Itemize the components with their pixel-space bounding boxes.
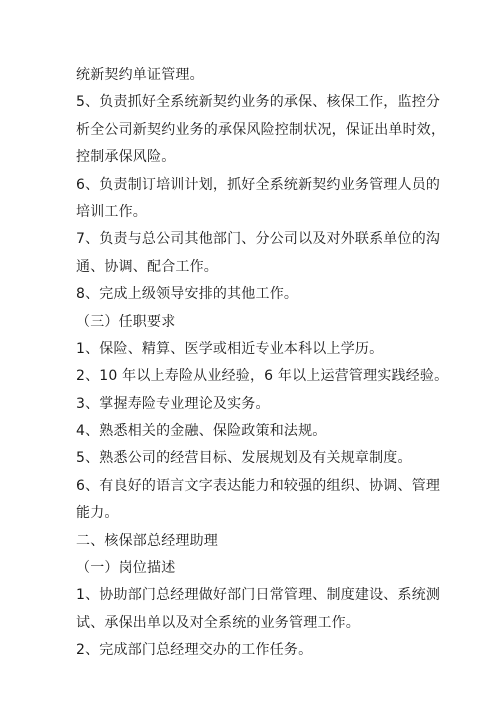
section-heading: （一）岗位描述: [76, 560, 176, 577]
text-line: 通、协调、配合工作。: [76, 258, 218, 275]
text-line: 析全公司新契约业务的承保风险控制状况，保证出单时效，: [76, 121, 446, 138]
text-line: 统新契约单证管理。: [76, 67, 204, 83]
text-line: 1、保险、精算、医学或相近专业本科以上学历。: [76, 340, 384, 357]
chapter-heading: 二、核保部总经理助理: [76, 532, 218, 549]
text-line: 2、完成部门总经理交办的工作任务。: [76, 642, 313, 659]
text-line: 7、负责与总公司其他部门、分公司以及对外联系单位的沟: [76, 231, 441, 248]
text-line: 5、熟悉公司的经营目标、发展规划及有关规章制度。: [76, 450, 412, 467]
text-line: 3、掌握寿险专业理论及实务。: [76, 395, 270, 412]
text-line: 5、负责抓好全系统新契约业务的承保、核保工作，监控分: [76, 94, 441, 111]
document-body: [76, 62, 449, 665]
text-line: 1、协助部门总经理做好部门日常管理、制度建设、系统测: [76, 587, 441, 604]
text-line: 6、有良好的语言文字表达能力和较强的组织、协调、管理: [76, 477, 441, 494]
text-line: 8、完成上级领导安排的其他工作。: [76, 286, 299, 303]
text-line: 控制承保风险。: [76, 149, 176, 166]
text-line: 试、承保出单以及对全系统的业务管理工作。: [76, 614, 360, 631]
text-line: 6、负责制订培训计划，抓好全系统新契约业务管理人员的: [76, 176, 441, 193]
text-line: 2、10 年以上寿险从业经验，6 年以上运营管理实践经验。: [76, 368, 449, 385]
text-line: 能力。: [76, 505, 119, 522]
text-line: 培训工作。: [76, 203, 147, 220]
text-line: 4、熟悉相关的金融、保险政策和法规。: [76, 423, 327, 440]
section-heading: （三）任职要求: [76, 313, 176, 330]
